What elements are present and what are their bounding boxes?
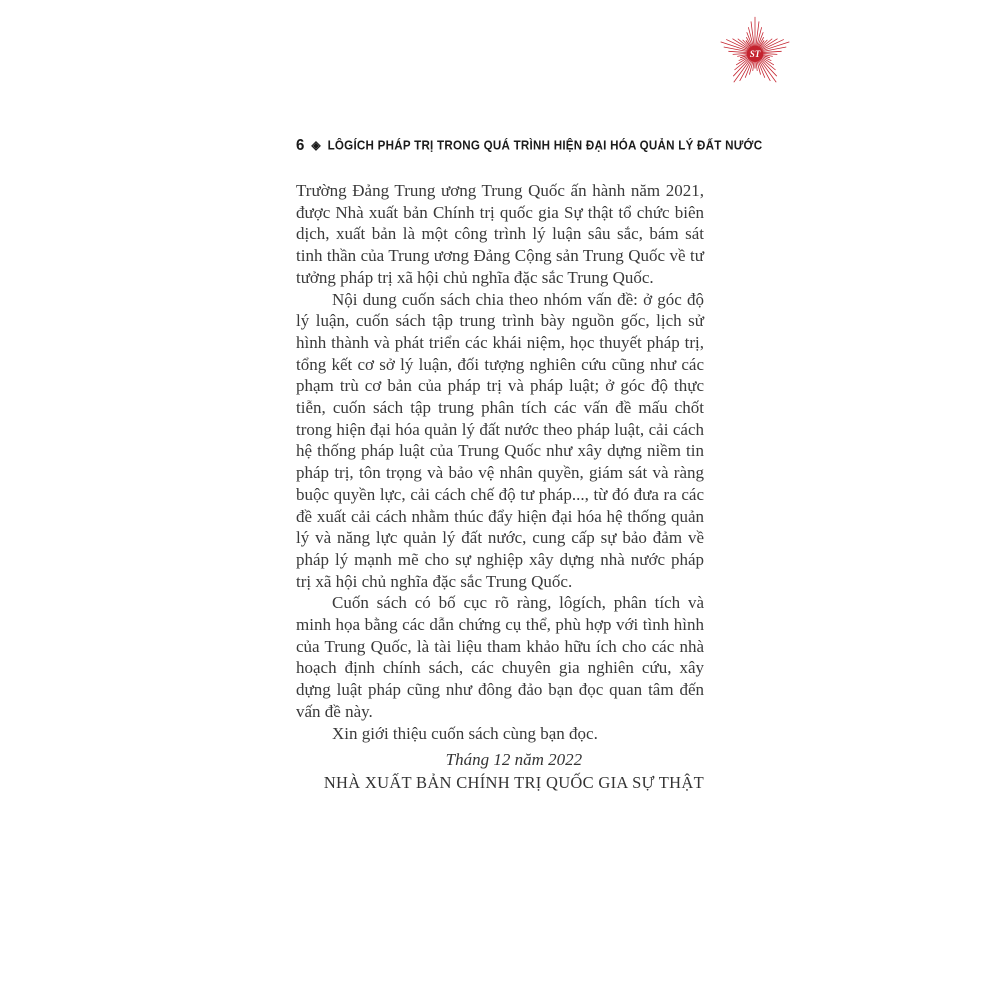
signature-date: Tháng 12 năm 2022 [445,750,583,770]
running-header [296,136,763,155]
diamond-icon: ◈ [311,138,321,152]
text-column [296,136,763,794]
signature-publisher: NHÀ XUẤT BẢN CHÍNH TRỊ QUỐC GIA SỰ THẬT [323,773,704,793]
paragraph: Cuốn sách có bố cục rõ ràng, lôgích, phân tích và minh họa bằng các dẫn chứng cụ thể, phù hợp với tình hình của Trung Quốc, là tài liệu tham khảo hữu ích cho các nhà hoạch định chính sách, các chuyên gia nghiên cứu, xây dựng luật pháp cũng như đông đảo bạn đọc quan tâm đến vấn đề này. [296,593,704,721]
star-burst-icon [712,10,798,96]
signature-block [324,749,704,794]
running-header-title: LÔGÍCH PHÁP TRỊ TRONG QUÁ TRÌNH HIỆN ĐẠI HÓA QUẢN LÝ ĐẤT NƯỚC [327,138,763,153]
page-number: 6 [296,136,305,155]
paragraph: Nội dung cuốn sách chia theo nhóm vấn đề: ở góc độ lý luận, cuốn sách tập trung trình bày nguồn gốc, lịch sử hình thành và phát triển các khái niệm, học thuyết pháp trị, tổng kết cơ sở lý luận, đối tượng nghiên cứu cũng như các phạm trù cơ bản của pháp trị và pháp luật; ở góc độ thực tiễn, cuốn sách tập trung phân tích các vấn đề mấu chốt trong hiện đại hóa quản lý đất nước theo pháp luật, cải cách hệ thống pháp luật của Trung Quốc như xây dựng niềm tin pháp trị, tôn trọng và bảo vệ nhân quyền, giám sát và ràng buộc quyền lực, cải cách chế độ tư pháp..., từ đó đưa ra các đề xuất cải cách nhằm thúc đẩy hiện đại hóa hệ thống quản lý và năng lực quản lý đất nước, cung cấp sự bảo đảm về pháp lý mạnh mẽ cho sự nghiệp xây dựng nhà nước pháp trị xã hội chủ nghĩa đặc sắc Trung Quốc. [296,289,704,591]
publisher-star-logo [712,10,798,96]
paragraph: Trường Đảng Trung ương Trung Quốc ấn hành năm 2021, được Nhà xuất bản Chính trị quốc gia Sự thật tổ chức biên dịch, xuất bản là một công trình lý luận sâu sắc, bám sát tinh thần của Trung ương Đảng Cộng sản Trung Quốc về tư tưởng pháp trị xã hội chủ nghĩa đặc sắc Trung Quốc. [296,181,704,287]
body-text [296,180,704,744]
logo-letters: ST [749,48,761,59]
paragraph: Xin giới thiệu cuốn sách cùng bạn đọc. [332,723,598,743]
